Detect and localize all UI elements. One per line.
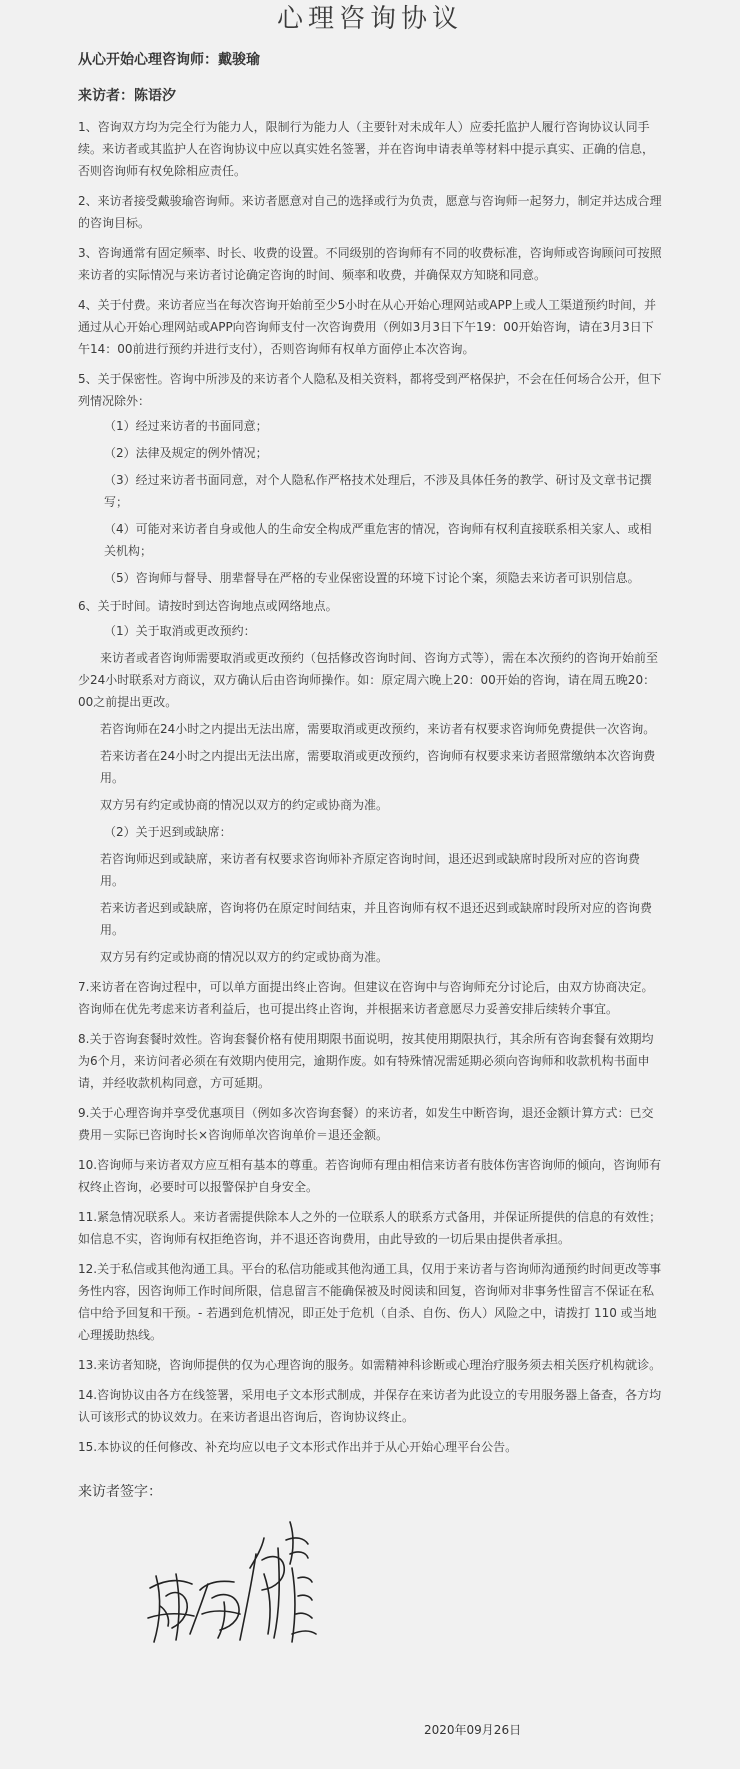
clause-9: 9.关于心理咨询并享受优惠项目（例如多次咨询套餐）的来访者，如发生中断咨询，退还金额计算方式：已交费用－实际已咨询时长×咨询师单次咨询单价＝退还金额。 (78, 1106, 654, 1142)
client-line: 来访者：陈语汐 (78, 88, 176, 104)
clause-14: 14.咨询协议由各方在线签署，采用电子文本形式制成，并保存在来访者为此设立的专用服务器上备查，各方均认可该形式的协议效力。在来访者退出咨询后，咨询协议终止。 (78, 1388, 662, 1424)
clause-6-heading: 6、关于时间。请按时到达咨询地点或网络地点。 (78, 599, 338, 613)
late-rule: 若咨询师迟到或缺席，来访者有权要求咨询师补齐原定咨询时间，退还迟到或缺席时段所对应的咨询费用。 (100, 852, 641, 888)
clause-4: 4、关于付费。来访者应当在每次咨询开始前至少5小时在从心开始心理网站或APP上或人工渠道预约时间，并通过从心开始心理网站或APP向咨询师支付一次咨询费用（例如3月3日下午19：00开始咨询，请在3月3日下午14：00前进行预约并进行支付），否则咨询师有权单方面停止本次咨询。 (78, 298, 656, 356)
late-rule: 若来访者迟到或缺席，咨询将仍在原定时间结束，并且咨询师有权不退还迟到或缺席时段所对应的咨询费用。 (100, 901, 653, 937)
cancel-rule: 若来访者在24小时之内提出无法出席，需要取消或更改预约，咨询师有权要求来访者照常缴纳本次咨询费用。 (100, 749, 656, 785)
exception-item: （2）法律及规定的例外情况； (104, 446, 268, 460)
clause-2: 2、来访者接受戴骏瑜咨询师。来访者愿意对自己的选择或行为负责，愿意与咨询师一起努力，制定并达成合理的咨询目标。 (78, 194, 662, 230)
clause-12: 12.关于私信或其他沟通工具。平台的私信功能或其他沟通工具，仅用于来访者与咨询师沟通预约时间更改等事务性内容，因咨询师工作时间所限，信息留言不能确保被及时阅读和回复，咨询师对非事务性留言不保证在私信中给予回复和干预。- 若遇到危机情况，即正处于危机（自杀、自伤、伤人）风险之中，请拨打 110 或当地心理援助热线。 (78, 1262, 662, 1342)
clause-13: 13.来访者知晓，咨询师提供的仅为心理咨询的服务。如需精神科诊断或心理治疗服务须去相关医疗机构就诊。 (78, 1358, 662, 1372)
exception-item: （4）可能对来访者自身或他人的生命安全构成严重危害的情况，咨询师有权利直接联系相关家人、或相关机构； (104, 522, 652, 558)
clause-1: 1、咨询双方均为完全行为能力人，限制行为能力人（主要针对未成年人）应委托监护人履行咨询协议认同手续。来访者或其监护人在咨询协议中应以真实姓名签署，并在咨询申请表单等材料中提示真实、正确的信息，否则咨询师有权免除相应责任。 (78, 120, 655, 178)
late-rule: 双方另有约定或协商的情况以双方的约定或协商为准。 (100, 950, 389, 964)
cancel-paragraph: 来访者或者咨询师需要取消或更改预约（包括修改咨询时间、咨询方式等），需在本次预约的咨询开始前至少24小时联系对方商议，双方确认后由咨询师操作。如：原定周六晚上20：00开始的咨询，请在周五晚20：00之前提出更改。 (78, 651, 659, 709)
clause-3: 3、咨询通常有固定频率、时长、收费的设置。不同级别的咨询师有不同的收费标准，咨询师或咨询顾问可按照来访者的实际情况与来访者讨论确定咨询的时间、频率和收费，并确保双方知晓和同意。 (78, 246, 662, 282)
counselor-line: 从心开始心理咨询师：戴骏瑜 (78, 52, 260, 68)
clause-7: 7.来访者在咨询过程中，可以单方面提出终止咨询。但建议在咨询中与咨询师充分讨论后，由双方协商决定。咨询师在优先考虑来访者利益后，也可提出终止咨询，并根据来访者意愿尽力妥善安排后续转介事宜。 (78, 980, 654, 1016)
exception-item: （5）咨询师与督导、朋辈督导在严格的专业保密设置的环境下讨论个案，须隐去来访者可识别信息。 (104, 571, 640, 585)
signature-label: 来访者签字： (78, 1484, 162, 1500)
handwritten-signature (146, 1518, 336, 1650)
late-heading: （2）关于迟到或缺席： (104, 825, 232, 839)
cancel-rule: 双方另有约定或协商的情况以双方的约定或协商为准。 (100, 798, 389, 812)
document-title: 心理咨询协议 (276, 4, 463, 34)
cancel-heading: （1）关于取消或更改预约： (104, 624, 256, 638)
exception-item: （3）经过来访者书面同意，对个人隐私作严格技术处理后，不涉及具体任务的教学、研讨及文章书记撰写； (104, 473, 652, 509)
clause-8: 8.关于咨询套餐时效性。咨询套餐价格有使用期限书面说明，按其使用期限执行，其余所有咨询套餐有效期均为6个月，来访问者必须在有效期内使用完，逾期作废。如有特殊情况需延期必须向咨询师和收款机构书面申请，并经收款机构同意，方可延期。 (78, 1032, 654, 1090)
clause-10: 10.咨询师与来访者双方应互相有基本的尊重。若咨询师有理由相信来访者有肢体伤害咨询师的倾向，咨询师有权终止咨询，必要时可以报警保护自身安全。 (78, 1158, 662, 1194)
cancel-rule: 若咨询师在24小时之内提出无法出席，需要取消或更改预约，来访者有权要求咨询师免费提供一次咨询。 (100, 722, 656, 736)
clause-15: 15.本协议的任何修改、补充均应以电子文本形式作出并于从心开始心理平台公告。 (78, 1440, 518, 1454)
signing-date: 2020年09月26日 (424, 1723, 522, 1737)
confidentiality-exceptions-list (78, 415, 662, 589)
clauses-section (78, 116, 662, 1458)
exception-item: （1）经过来访者的书面同意； (104, 419, 268, 433)
clause-5: 5、关于保密性。咨询中所涉及的来访者个人隐私及相关资料，都将受到严格保护，不会在任何场合公开，但下列情况除外： (78, 372, 662, 408)
clause-11: 11.紧急情况联系人。来访者需提供除本人之外的一位联系人的联系方式备用，并保证所提供的信息的有效性；如信息不实，咨询师有权拒绝咨询，并不退还咨询费用，由此导致的一切后果由提供者承担。 (78, 1210, 662, 1246)
